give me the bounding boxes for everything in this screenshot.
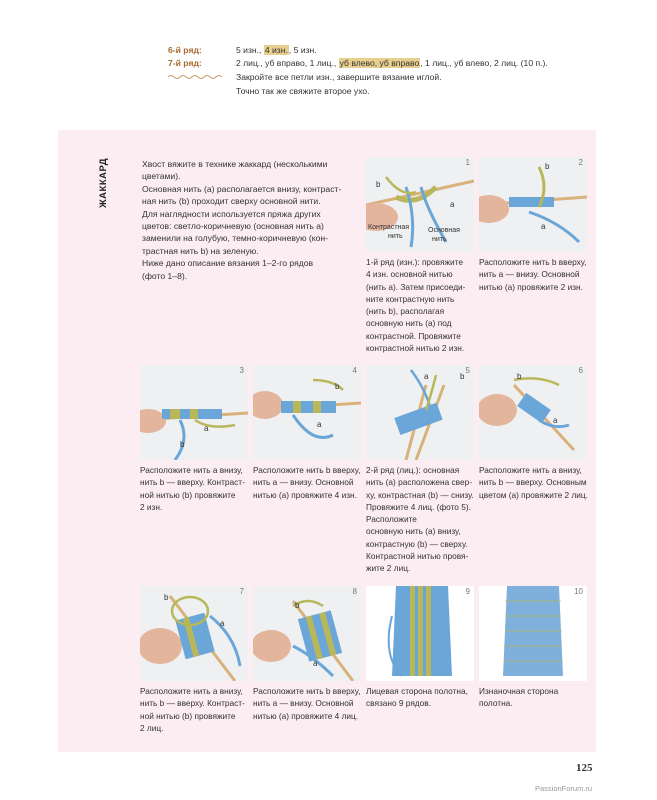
svg-text:нить: нить [388, 233, 403, 240]
svg-text:b: b [335, 382, 340, 391]
row-7-text-b: , 1 лиц., уб влево, 2 лиц. (10 п.). [420, 58, 548, 68]
intro-text: Хвост вяжите в технике жаккард (несколькими цветами). Основная нить (а) располагается внизу, контраст- ная нить (b) проходит сверху основной нити. Для наглядности используется пряжа других цветов: светло-коричневую (основная нить а) заменили на голубую, темно-коричневую (кон- трастная нить b) на зеленую. Ниже дано описание вязания 1–2-го рядов (фото 1–8). [142, 159, 342, 281]
section-title: ЖАККАРД [98, 158, 109, 208]
photo-7 [140, 586, 248, 681]
photo-4-image [253, 365, 361, 460]
svg-text:a: a [317, 420, 322, 429]
photo-8-image [253, 586, 361, 681]
photo-5-number: 5 [465, 366, 470, 375]
svg-text:b: b [545, 162, 550, 171]
photo-8-number: 8 [352, 587, 357, 596]
photo-5 [366, 365, 474, 460]
caption-4: Расположите нить b вверху, нить а — внизу. Основной нитью (а) провяжите 4 изн. [253, 465, 361, 500]
photo-6-image [479, 365, 587, 460]
photo-10-image [479, 586, 587, 681]
svg-text:b: b [164, 593, 169, 602]
photo-10-number: 10 [574, 587, 583, 596]
row-7-highlight: уб влево, уб вправо [339, 58, 420, 68]
row-6-text-b: , 5 изн. [288, 45, 317, 55]
svg-text:Основная: Основная [428, 227, 460, 234]
svg-text:a: a [553, 416, 558, 425]
photo-7-image [140, 586, 248, 681]
svg-text:b: b [376, 180, 381, 189]
photo-9-image [366, 586, 474, 681]
caption-2: Расположите нить b вверху, нить а — внизу. Основной нитью (а) провяжите 2 изн. [479, 257, 587, 292]
row-6-highlight: 4 изн. [264, 45, 288, 55]
svg-text:a: a [204, 424, 209, 433]
photo-9-number: 9 [465, 587, 470, 596]
svg-text:b: b [517, 372, 522, 381]
photo-2 [479, 157, 587, 252]
row-7-label: 7-й ряд: [168, 58, 202, 68]
svg-text:a: a [450, 200, 455, 209]
svg-text:a: a [424, 372, 429, 381]
photo-1 [366, 157, 474, 252]
photo-8 [253, 586, 361, 681]
photo-2-image [479, 157, 587, 252]
caption-8: Расположите нить b вверху, нить а — внизу. Основной нитью (а) провяжите 4 лиц. [253, 686, 361, 721]
photo-3 [140, 365, 248, 460]
photo-4 [253, 365, 361, 460]
photo-6-number: 6 [578, 366, 583, 375]
photo-5-image [366, 365, 474, 460]
caption-6: Расположите нить а внизу, нить b — вверху. Основным цветом (а) провяжите 2 лиц. [479, 465, 588, 500]
svg-text:Контрастная: Контрастная [368, 224, 410, 231]
svg-text:a: a [313, 659, 318, 668]
svg-text:a: a [541, 222, 546, 231]
caption-3: Расположите нить а внизу, нить b — вверху. Контраст- ной нитью (b) провяжите 2 изн. [140, 465, 245, 512]
photo-1-number: 1 [465, 158, 470, 167]
caption-9: Лицевая сторона полотна, связано 9 рядов. [366, 686, 468, 709]
photo-6 [479, 365, 587, 460]
row-7-text-a: 2 лиц., уб вправо, 1 лиц., [236, 58, 339, 68]
photo-10 [479, 586, 587, 681]
caption-1: 1-й ряд (изн.): провяжите 4 изн. основной нитью (нить а). Затем присоеди- ните контрастную нить (нить b), располагая основную нить (а) под контрастной. Провяжите контрастной нитью 2 изн. [366, 257, 466, 354]
photo-3-image [140, 365, 248, 460]
wavy-divider-icon [168, 73, 222, 81]
caption-7: Расположите нить а внизу, нить b — вверху. Контраст- ной нитью (b) провяжите 2 лиц. [140, 686, 245, 733]
photo-1-image [366, 157, 474, 252]
photo-9 [366, 586, 474, 681]
caption-5: 2-й ряд (лиц.): основная нить (а) расположена свер- ху, контрастная (b) — снизу. Провяжите 4 лиц. (фото 5). Расположите основную нить (а) внизу, контрастную (b) — сверху. Контрастной нитью провя- жите 2 лиц. [366, 465, 474, 574]
watermark: PassionForum.ru [535, 784, 593, 793]
photo-3-number: 3 [239, 366, 244, 375]
photo-4-number: 4 [352, 366, 357, 375]
row-6-text-a: 5 изн., [236, 45, 264, 55]
photo-2-number: 2 [578, 158, 583, 167]
page-number: 125 [576, 762, 593, 774]
caption-10: Изнаночная сторона полотна. [479, 686, 559, 709]
svg-text:b: b [180, 440, 185, 449]
svg-text:a: a [220, 619, 225, 628]
svg-text:b: b [295, 601, 300, 610]
svg-text:нить: нить [432, 236, 447, 243]
row-6-label: 6-й ряд: [168, 45, 202, 55]
photo-7-number: 7 [239, 587, 244, 596]
svg-text:b: b [460, 372, 465, 381]
